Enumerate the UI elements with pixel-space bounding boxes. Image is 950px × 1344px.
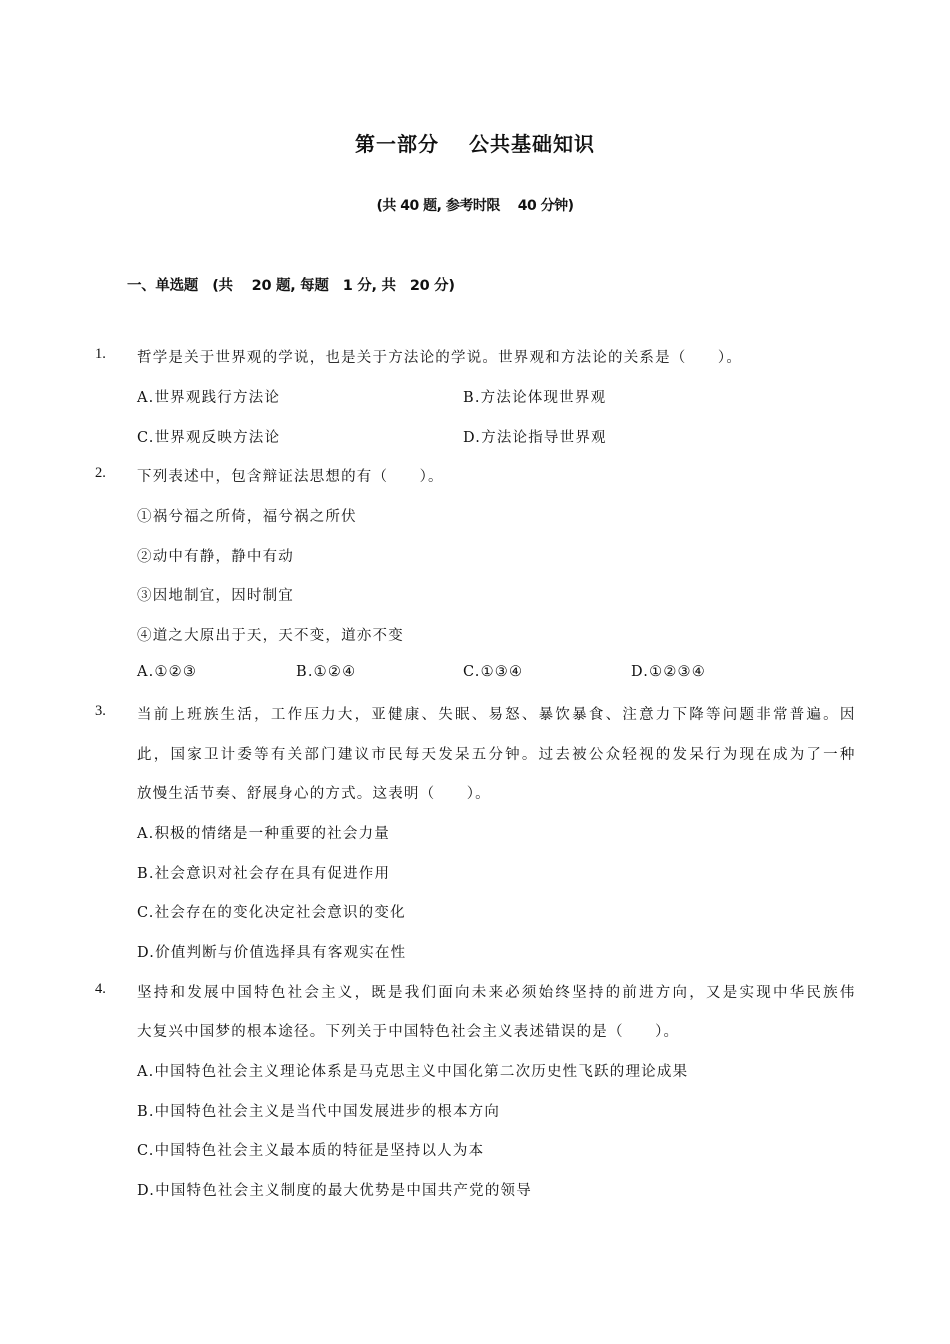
option-d: D.①②③④ (631, 664, 706, 680)
option-d: D.价值判断与价值选择具有客观实在性 (137, 945, 407, 961)
statement-2: ②动中有静，静中有动 (137, 549, 294, 565)
option-a: A.世界观践行方法论 (137, 390, 281, 406)
page-subtitle: (共 40 题, 参考时限 40 分钟) (376, 198, 574, 214)
title-part: 第一部分 (355, 132, 439, 156)
option-b: B.社会意识对社会存在具有促进作用 (137, 866, 391, 882)
option-a: A.中国特色社会主义理论体系是马克思主义中国化第二次历史性飞跃的理论成果 (137, 1064, 689, 1080)
question-number: 1. (95, 346, 106, 362)
option-c: C.社会存在的变化决定社会意识的变化 (137, 905, 406, 921)
option-b: B.中国特色社会主义是当代中国发展进步的根本方向 (137, 1104, 501, 1120)
option-d: D.中国特色社会主义制度的最大优势是中国共产党的领导 (137, 1183, 532, 1199)
question-stem-line-1: 当前上班族生活，工作压力大，亚健康、失眠、易怒、暴饮暴食、注意力下降等问题非常普遍。因 (137, 707, 855, 723)
question-number: 2. (95, 465, 106, 481)
option-c: C.中国特色社会主义最本质的特征是坚持以人为本 (137, 1143, 485, 1159)
option-a: A.积极的情绪是一种重要的社会力量 (137, 826, 390, 842)
option-d: D.方法论指导世界观 (463, 430, 607, 446)
question-number: 3. (95, 703, 106, 719)
option-a: A.①②③ (137, 664, 198, 680)
option-c: C.世界观反映方法论 (137, 430, 281, 446)
statement-1: ①祸兮福之所倚，福兮祸之所伏 (137, 509, 357, 525)
question-stem-line-2: 大复兴中国梦的根本途径。下列关于中国特色社会主义表述错误的是（ ）。 (137, 1024, 680, 1040)
section-heading: 一、单选题 (共 20 题, 每题 1 分, 共 20 分) (127, 278, 455, 294)
page-title (0, 128, 950, 157)
question-stem-line-1: 坚持和发展中国特色社会主义，既是我们面向未来必须始终坚持的前进方向，又是实现中华民族伟 (137, 985, 855, 1001)
option-c: C.①③④ (463, 664, 524, 680)
statement-4: ④道之大原出于天，天不变，道亦不变 (137, 628, 404, 644)
question-stem: 下列表述中，包含辩证法思想的有（ ）。 (137, 469, 444, 485)
question-stem-line-2: 此，国家卫计委等有关部门建议市民每天发呆五分钟。过去被公众轻视的发呆行为现在成为了一种 (137, 747, 855, 763)
question-stem-line-3: 放慢生活节奏、舒展身心的方式。这表明（ ）。 (137, 786, 491, 802)
question-stem: 哲学是关于世界观的学说，也是关于方法论的学说。世界观和方法论的关系是（ ）。 (137, 350, 743, 366)
option-b: B.①②④ (296, 664, 357, 680)
question-number: 4. (95, 981, 106, 997)
title-name: 公共基础知识 (469, 132, 595, 156)
statement-3: ③因地制宜，因时制宜 (137, 588, 294, 604)
option-b: B.方法论体现世界观 (463, 390, 607, 406)
